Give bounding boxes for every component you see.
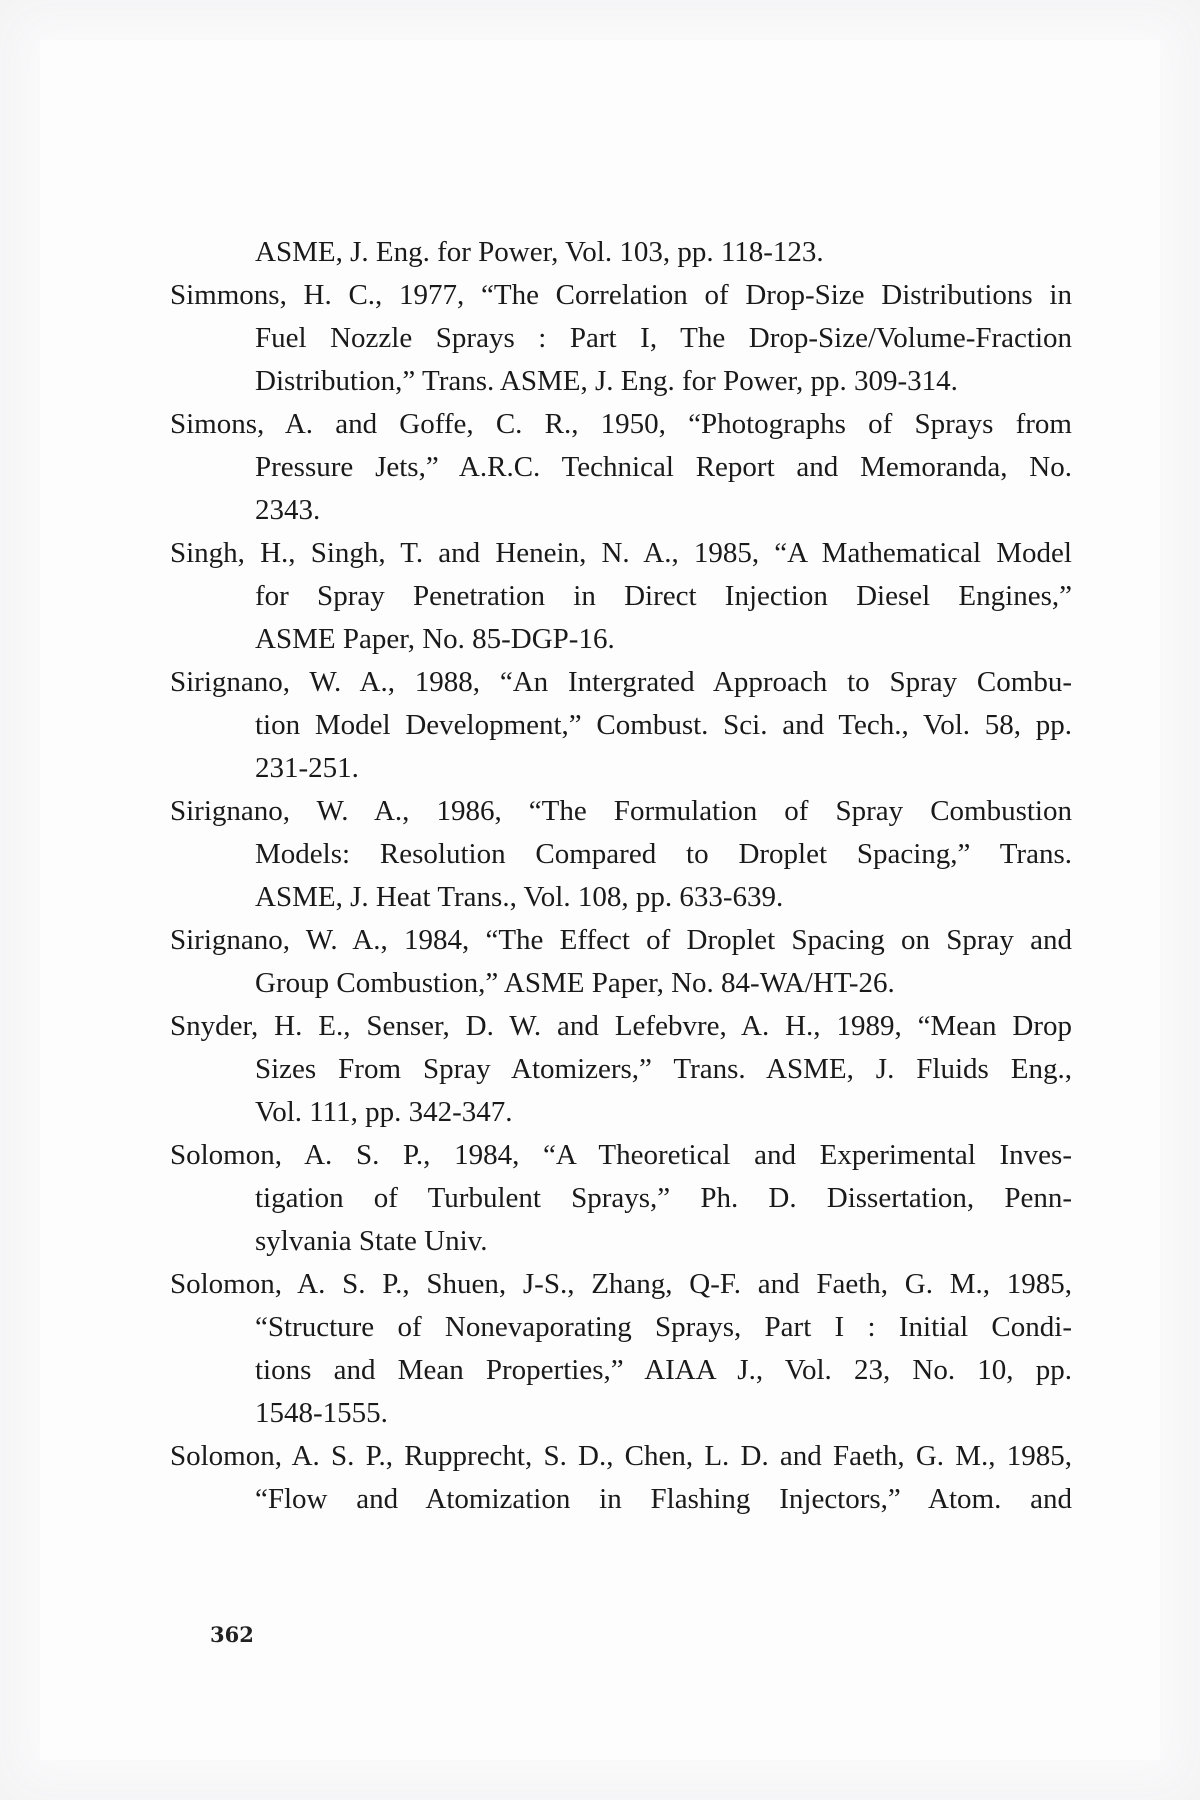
reference-line: Sirignano, W. A., 1988, “An Intergrated Approach to Spray Combu- [170, 666, 1072, 698]
reference-entry [170, 790, 1072, 919]
reference-line: ASME, J. Eng. for Power, Vol. 103, pp. 118-123. [255, 236, 824, 268]
reference-line: Sirignano, W. A., 1986, “The Formulation of Spray Combustion [170, 795, 1072, 827]
reference-line: Sizes From Spray Atomizers,” Trans. ASME, J. Fluids Eng., [255, 1053, 1072, 1085]
reference-line: Distribution,” Trans. ASME, J. Eng. for Power, pp. 309-314. [255, 365, 958, 397]
reference-list [170, 231, 1072, 1521]
document-page [40, 40, 1160, 1760]
reference-entry [170, 1435, 1072, 1521]
reference-line: Solomon, A. S. P., 1984, “A Theoretical and Experimental Inves- [170, 1139, 1072, 1171]
reference-line: Fuel Nozzle Sprays : Part I, The Drop-Size/Volume-Fraction [255, 322, 1072, 354]
reference-entry [170, 1263, 1072, 1435]
reference-line: tion Model Development,” Combust. Sci. and Tech., Vol. 58, pp. [255, 709, 1072, 741]
reference-line: 1548-1555. [255, 1397, 388, 1429]
reference-line: Group Combustion,” ASME Paper, No. 84-WA/HT-26. [255, 967, 895, 999]
reference-line: 2343. [255, 494, 321, 526]
reference-line: Solomon, A. S. P., Rupprecht, S. D., Chen, L. D. and Faeth, G. M., 1985, [170, 1440, 1072, 1472]
reference-entry [170, 403, 1072, 532]
reference-line: 231-251. [255, 752, 359, 784]
reference-line: Singh, H., Singh, T. and Henein, N. A., 1985, “A Mathematical Model [170, 537, 1072, 569]
reference-line: for Spray Penetration in Direct Injection Diesel Engines,” [255, 580, 1072, 612]
reference-line: “Structure of Nonevaporating Sprays, Part I : Initial Condi- [255, 1311, 1072, 1343]
reference-line: Sirignano, W. A., 1984, “The Effect of Droplet Spacing on Spray and [170, 924, 1072, 956]
reference-line: Snyder, H. E., Senser, D. W. and Lefebvre, A. H., 1989, “Mean Drop [170, 1010, 1072, 1042]
reference-line: tions and Mean Properties,” AIAA J., Vol. 23, No. 10, pp. [255, 1354, 1072, 1386]
reference-entry [170, 274, 1072, 403]
reference-line: ASME Paper, No. 85-DGP-16. [255, 623, 615, 655]
reference-line: tigation of Turbulent Sprays,” Ph. D. Dissertation, Penn- [255, 1182, 1072, 1214]
reference-line: ASME, J. Heat Trans., Vol. 108, pp. 633-639. [255, 881, 784, 913]
reference-entry [170, 661, 1072, 790]
reference-entry [170, 532, 1072, 661]
reference-entry [170, 1005, 1072, 1134]
reference-line: Simons, A. and Goffe, C. R., 1950, “Photographs of Sprays from [170, 408, 1072, 440]
reference-entry [170, 1134, 1072, 1263]
reference-line: Solomon, A. S. P., Shuen, J-S., Zhang, Q-F. and Faeth, G. M., 1985, [170, 1268, 1072, 1300]
reference-line: Models: Resolution Compared to Droplet Spacing,” Trans. [255, 838, 1072, 870]
reference-entry [170, 231, 1072, 274]
page-number: 362 [210, 1622, 254, 1647]
reference-line: Pressure Jets,” A.R.C. Technical Report and Memoranda, No. [255, 451, 1072, 483]
reference-line: Simmons, H. C., 1977, “The Correlation of Drop-Size Distributions in [170, 279, 1072, 311]
reference-line: sylvania State Univ. [255, 1225, 488, 1257]
reference-line: “Flow and Atomization in Flashing Injectors,” Atom. and [255, 1483, 1072, 1515]
reference-entry [170, 919, 1072, 1005]
reference-line: Vol. 111, pp. 342-347. [255, 1096, 513, 1128]
